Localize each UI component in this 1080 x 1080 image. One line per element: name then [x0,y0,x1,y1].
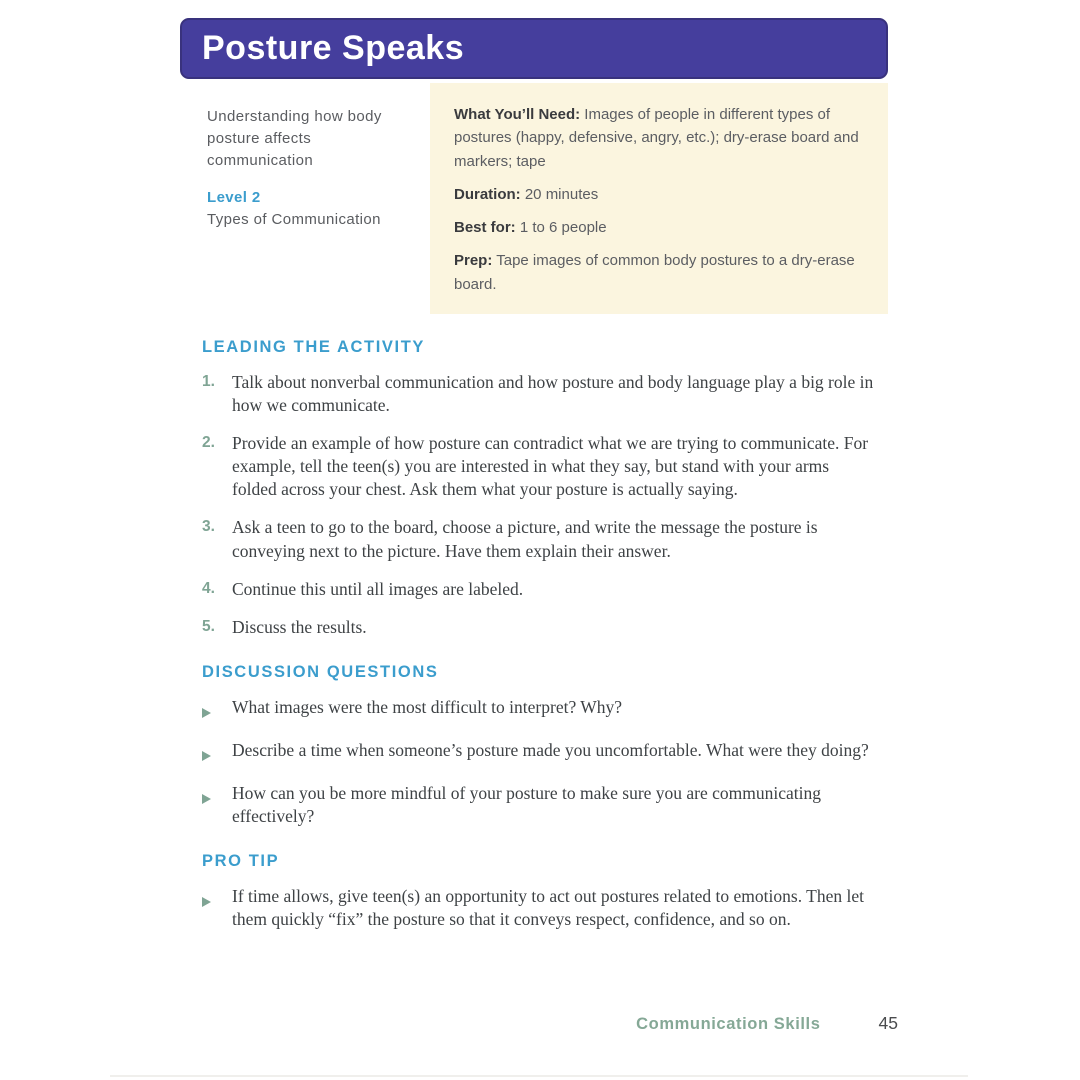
info-label: Prep: [454,252,493,270]
info-label: What You’ll Need: [454,106,581,123]
activity-description: Understanding how body posture affects communication [207,108,382,169]
level-label: Level 2 [207,189,261,207]
step-number: 3. [202,518,215,536]
materials-info-box [430,83,888,314]
question-text: Describe a time when someone’s posture made you uncomfortable. What were they doing? [232,739,869,760]
step-number: 4. [202,579,215,597]
bottom-divider [110,1075,968,1077]
question-item [202,739,878,767]
page-footer [0,1013,898,1034]
pro-tip-text: If time allows, give teen(s) an opportunity to act out postures related to emotions. Then let them quickly “fix” the posture so that it conveys respect, confidence, and so on. [232,886,864,930]
numbered-step-list [202,371,878,639]
step-item [202,516,878,562]
step-item [202,578,878,601]
question-item [202,696,878,724]
info-label: Duration: [454,185,521,203]
footer-section-label: Communication Skills [636,1015,821,1033]
info-item-prep [454,249,864,296]
arrow-bullet-icon [202,696,232,724]
step-text: Continue this until all images are labeled. [232,578,524,599]
step-text: Ask a teen to go to the board, choose a picture, and write the message the posture is conveying next to the picture. Have them explain their answer. [232,517,818,561]
section-discussion-questions [202,663,878,828]
info-label: Best for: [454,219,516,236]
info-text: Tape images of common body postures to a dry-erase board. [454,252,855,293]
step-text: Discuss the results. [232,616,367,637]
question-text: How can you be more mindful of your posture to make sure you are communicating effectively? [232,783,822,827]
question-item [202,782,878,828]
activity-overview [207,106,417,231]
info-item-what-youll-need [454,103,864,173]
info-text: 1 to 6 people [515,219,607,236]
step-number: 5. [202,617,215,635]
info-item-duration [454,183,864,206]
title-banner [180,18,888,79]
arrow-bullet-icon [202,782,232,810]
info-item-best-for [454,216,864,239]
level-category: Types of Communication [207,211,381,228]
section-heading: PRO TIP [202,852,280,871]
arrow-bullet-icon [202,739,232,767]
question-text: What images were the most difficult to interpret? Why? [232,696,623,717]
step-number: 2. [202,434,215,452]
pro-tip-item [202,885,878,931]
arrow-bullet-icon [202,885,232,913]
step-item [202,371,878,417]
step-item [202,432,878,501]
step-item [202,616,878,639]
section-heading: DISCUSSION QUESTIONS [202,662,439,681]
page-title: Posture Speaks [202,29,465,67]
pro-tip-list [202,885,878,931]
step-text: Provide an example of how posture can contradict what we are trying to communicate. For example, tell the teen(s) you are interested in what they say, but stand with your arms folded across your chest. Ask them what your posture is actually saying. [232,433,869,500]
info-text: 20 minutes [520,185,599,203]
info-text: Images of people in different types of postures (happy, defensive, angry, etc.); dry-erase board and markers; tape [454,106,859,170]
section-leading-activity [202,338,878,639]
page-number: 45 [878,1013,898,1033]
step-number: 1. [202,373,215,390]
section-pro-tip [202,852,878,931]
question-list [202,696,878,828]
section-heading: LEADING THE ACTIVITY [202,338,425,356]
step-text: Talk about nonverbal communication and how posture and body language play a big role in how we communicate. [232,372,874,416]
main-content [202,338,878,955]
